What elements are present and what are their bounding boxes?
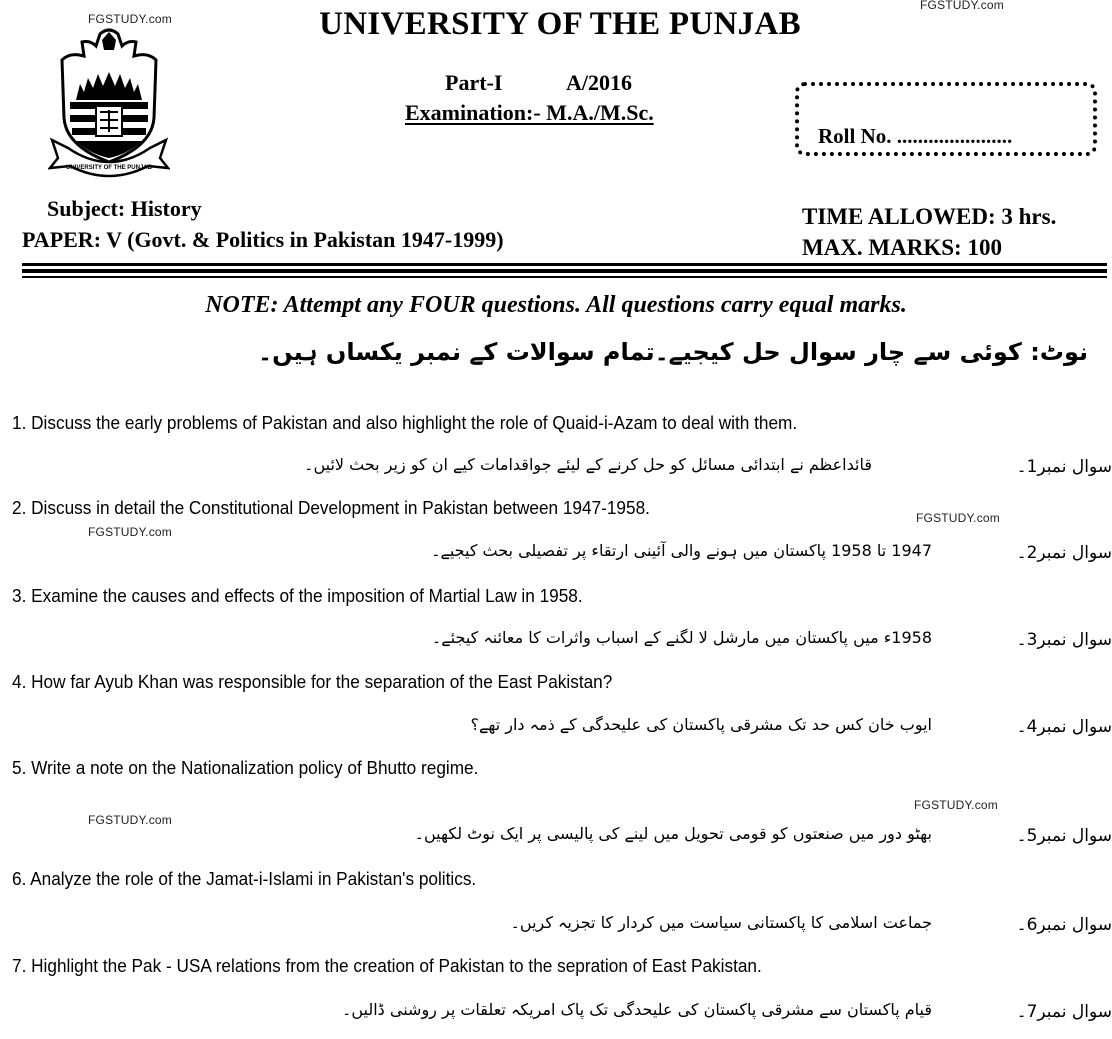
divider [22, 263, 1107, 266]
question-5-label-ur: سوال نمبر5۔ [1016, 826, 1112, 846]
divider [22, 276, 1107, 278]
question-2-label-ur: سوال نمبر2۔ [1016, 543, 1112, 563]
question-4-en: 4. How far Ayub Khan was responsible for the separation of the East Pakistan? [12, 671, 613, 692]
logo-motto: UNIVERSITY OF THE PUNJAB [66, 165, 152, 171]
question-4-ur: ایوب خان کس حد تک مشرقی پاکستان کی علیحدگی کے ذمہ دار تھے؟ [470, 715, 932, 734]
question-7-ur: قیام پاکستان سے مشرقی پاکستان کی علیحدگی تک پاک امریکہ تعلقات پر روشنی ڈالیں۔ [341, 1000, 932, 1019]
watermark: FGSTUDY.com [88, 12, 172, 26]
question-2-en: 2. Discuss in detail the Constitutional Development in Pakistan between 1947-1958. [12, 497, 650, 518]
question-7-en: 7. Highlight the Pak - USA relations from the creation of Pakistan to the sepration of East Pakistan. [12, 955, 762, 976]
watermark: FGSTUDY.com [88, 813, 172, 827]
question-5-ur: بھٹو دور میں صنعتوں کو قومی تحویل میں لینے کی پالیسی پر ایک نوٹ لکھیں۔ [414, 824, 932, 843]
note-urdu: نوٹ: کوئی سے چار سوال حل کیجیے۔تمام سوالات کے نمبر یکساں ہیں۔ [258, 338, 1088, 366]
university-title: UNIVERSITY OF THE PUNJAB [319, 6, 801, 42]
watermark: FGSTUDY.com [914, 798, 998, 812]
question-3-ur: 1958ء میں پاکستان میں مارشل لا لگنے کے اسباب واثرات کا معائنہ کیجئے۔ [431, 628, 932, 647]
watermark: FGSTUDY.com [920, 0, 1004, 12]
paper-label: PAPER: V (Govt. & Politics in Pakistan 1947-1999) [22, 227, 504, 252]
max-marks: MAX. MARKS: 100 [802, 235, 1002, 260]
question-6-en: 6. Analyze the role of the Jamat-i-Islami in Pakistan's politics. [12, 868, 477, 889]
note-english: NOTE: Attempt any FOUR questions. All questions carry equal marks. [205, 292, 907, 318]
question-3-en: 3. Examine the causes and effects of the imposition of Martial Law in 1958. [12, 585, 583, 606]
question-2-ur: 1947 تا 1958 پاکستان میں ہونے والی آئینی ارتقاء پر تفصیلی بحث کیجیے۔ [431, 541, 932, 560]
subject-label: Subject: History [47, 196, 202, 221]
time-allowed: TIME ALLOWED: 3 hrs. [802, 204, 1057, 229]
question-6-label-ur: سوال نمبر6۔ [1016, 915, 1112, 935]
watermark: FGSTUDY.com [88, 525, 172, 539]
divider [22, 269, 1107, 273]
question-3-label-ur: سوال نمبر3۔ [1016, 630, 1112, 650]
question-5-en: 5. Write a note on the Nationalization policy of Bhutto regime. [12, 757, 479, 778]
exam-part: Part-I [445, 70, 503, 95]
watermark: FGSTUDY.com [916, 511, 1000, 525]
exam-title: Examination:- M.A./M.Sc. [405, 100, 654, 125]
question-1-ur: قائداعظم نے ابتدائی مسائل کو حل کرنے کے لیئے جواقدامات کیے ان کو زیر بحث لائیں۔ [304, 455, 872, 474]
question-7-label-ur: سوال نمبر7۔ [1016, 1002, 1112, 1022]
question-6-ur: جماعت اسلامی کا پاکستانی سیاست میں کردار کا تجزیہ کریں۔ [510, 913, 932, 932]
question-1-en: 1. Discuss the early problems of Pakistan and also highlight the role of Quaid-i-Azam to deal with them. [12, 412, 798, 433]
exam-session: A/2016 [566, 70, 632, 95]
question-4-label-ur: سوال نمبر4۔ [1016, 717, 1112, 737]
question-1-label-ur: سوال نمبر1۔ [1016, 457, 1112, 477]
university-crest-icon [48, 26, 170, 186]
roll-number-field: Roll No. ...................... [818, 124, 1013, 148]
